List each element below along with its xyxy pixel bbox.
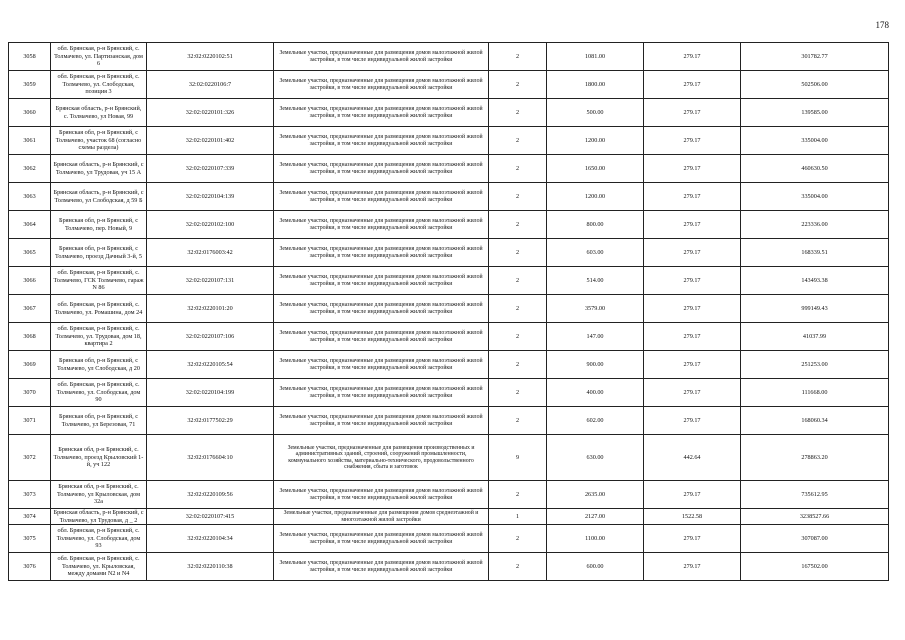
table-row [9,351,889,379]
address-cell: Брянская обл, р-н Брянский, с Толмачево, ул Слободская, д 20 [51,351,147,379]
table-row [9,127,889,155]
cadastral-value-cell: 301782.77 [741,43,889,71]
specific-value-cell: 442.64 [644,435,741,481]
row-number-cell: 3062 [9,155,51,183]
specific-value-cell: 279.17 [644,155,741,183]
area-cell: 603.00 [547,239,644,267]
group-code-cell: 2 [489,351,547,379]
area-cell: 602.00 [547,407,644,435]
address-cell: Брянская обл, р-н Брянский, с. Толмачево, ул Крыловская, дом 32а [51,481,147,509]
land-use-description-cell: Земельные участки, предназначенные для размещения домов малоэтажной жилой застройки, в том числе индивидуальной жилой застройки [274,183,489,211]
address-cell: обл. Брянская, р-н Брянский, с. Толмачево, ул. Слободская, позиция 3 [51,71,147,99]
specific-value-cell: 279.17 [644,323,741,351]
land-use-description-cell: Земельные участки, предназначенные для размещения домов малоэтажной жилой застройки, в том числе индивидуальной жилой застройки [274,267,489,295]
specific-value-cell: 279.17 [644,127,741,155]
land-use-description-cell: Земельные участки, предназначенные для размещения домов среднеэтажной и многоэтажной жилой застройки [274,509,489,525]
table-row [9,553,889,581]
address-cell: обл. Брянская, р-н Брянский, с. Толмачево, ул. Партизанская, дом 6 [51,43,147,71]
area-cell: 500.00 [547,99,644,127]
cadastral-value-cell: 278863.20 [741,435,889,481]
land-use-description-cell: Земельные участки, предназначенные для размещения домов малоэтажной жилой застройки, в том числе индивидуальной жилой застройки [274,239,489,267]
land-use-description-cell: Земельные участки, предназначенные для размещения домов малоэтажной жилой застройки, в том числе индивидуальной жилой застройки [274,71,489,99]
land-use-description-cell: Земельные участки, предназначенные для размещения домов малоэтажной жилой застройки, в том числе индивидуальной жилой застройки [274,323,489,351]
group-code-cell: 2 [489,323,547,351]
cadastral-number-cell: 32:02:0220104:199 [147,379,274,407]
address-cell: обл. Брянская, р-н Брянский, с. Толмачево, ГСК Толмачево, гараж N 86 [51,267,147,295]
group-code-cell: 9 [489,435,547,481]
area-cell: 2635.00 [547,481,644,509]
land-use-description-cell: Земельные участки, предназначенные для размещения домов малоэтажной жилой застройки, в том числе индивидуальной жилой застройки [274,43,489,71]
row-number-cell: 3068 [9,323,51,351]
land-use-description-cell: Земельные участки, предназначенные для размещения домов малоэтажной жилой застройки, в том числе индивидуальной жилой застройки [274,211,489,239]
cadastral-number-cell: 32:02:0220102:100 [147,211,274,239]
specific-value-cell: 279.17 [644,295,741,323]
cadastral-value-cell: 502506.00 [741,71,889,99]
row-number-cell: 3075 [9,525,51,553]
cadastral-value-cell: 251253.00 [741,351,889,379]
table-row [9,183,889,211]
row-number-cell: 3060 [9,99,51,127]
cadastral-value-cell: 735612.95 [741,481,889,509]
area-cell: 600.00 [547,553,644,581]
cadastral-number-cell: 32:02:0220105:54 [147,351,274,379]
specific-value-cell: 279.17 [644,239,741,267]
cadastral-number-cell: 32:02:0177502:29 [147,407,274,435]
area-cell: 800.00 [547,211,644,239]
row-number-cell: 3061 [9,127,51,155]
cadastral-number-cell: 32:02:0176003:42 [147,239,274,267]
table-row [9,267,889,295]
cadastral-value-table [8,42,889,581]
address-cell: обл. Брянская, р-н Брянский, с. Толмачево, ул. Ромашина, дом 24 [51,295,147,323]
group-code-cell: 2 [489,553,547,581]
land-use-description-cell: Земельные участки, предназначенные для размещения домов малоэтажной жилой застройки, в том числе индивидуальной жилой застройки [274,481,489,509]
group-code-cell: 2 [489,407,547,435]
specific-value-cell: 1522.58 [644,509,741,525]
specific-value-cell: 279.17 [644,481,741,509]
land-use-description-cell: Земельные участки, предназначенные для размещения домов малоэтажной жилой застройки, в том числе индивидуальной жилой застройки [274,553,489,581]
row-number-cell: 3065 [9,239,51,267]
cadastral-number-cell: 32:02:0220107:131 [147,267,274,295]
cadastral-value-cell: 143493.38 [741,267,889,295]
cadastral-number-cell: 32:02:0220107:106 [147,323,274,351]
page-number: 178 [875,20,889,30]
address-cell: обл. Брянская, р-н Брянский, с. Толмачево, ул. Слободская, дом 90 [51,379,147,407]
cadastral-value-cell: 223336.00 [741,211,889,239]
group-code-cell: 2 [489,127,547,155]
row-number-cell: 3059 [9,71,51,99]
table-row [9,379,889,407]
cadastral-value-cell: 460630.50 [741,155,889,183]
table-row [9,211,889,239]
cadastral-value-cell: 41037.99 [741,323,889,351]
cadastral-value-cell: 111668.00 [741,379,889,407]
table-row [9,71,889,99]
group-code-cell: 2 [489,155,547,183]
group-code-cell: 2 [489,525,547,553]
area-cell: 400.00 [547,379,644,407]
cadastral-number-cell: 32:02:0176604:10 [147,435,274,481]
row-number-cell: 3069 [9,351,51,379]
cadastral-number-cell: 32:02:0220102:51 [147,43,274,71]
area-cell: 1200.00 [547,127,644,155]
land-use-description-cell: Земельные участки, предназначенные для размещения домов малоэтажной жилой застройки, в том числе индивидуальной жилой застройки [274,351,489,379]
table-row [9,155,889,183]
row-number-cell: 3076 [9,553,51,581]
cadastral-value-cell: 335004.00 [741,127,889,155]
area-cell: 2127.00 [547,509,644,525]
address-cell: обл. Брянская, р-н Брянский, с. Толмачево, ул. Крыловская, между домами N2 и N4 [51,553,147,581]
cadastral-number-cell: 32:02:0220110:38 [147,553,274,581]
cadastral-number-cell: 32:02:0220101:20 [147,295,274,323]
area-cell: 514.00 [547,267,644,295]
address-cell: Брянская обл, р-н Брянский, с Толмачево, ул Березовая, 71 [51,407,147,435]
group-code-cell: 2 [489,183,547,211]
table-row [9,239,889,267]
land-use-description-cell: Земельные участки, предназначенные для размещения домов малоэтажной жилой застройки, в том числе индивидуальной жилой застройки [274,295,489,323]
table-row [9,435,889,481]
address-cell: Брянская обл, р-н Брянский, с. Толмачево, проезд Крыловский 1-й, уч 122 [51,435,147,481]
cadastral-value-cell: 168060.34 [741,407,889,435]
cadastral-number-cell: 32:02:0220104:139 [147,183,274,211]
row-number-cell: 3073 [9,481,51,509]
group-code-cell: 2 [489,99,547,127]
area-cell: 900.00 [547,351,644,379]
specific-value-cell: 279.17 [644,183,741,211]
specific-value-cell: 279.17 [644,379,741,407]
address-cell: обл. Брянская, р-н Брянский, с. Толмачево, ул. Слободская, дом 93 [51,525,147,553]
group-code-cell: 2 [489,295,547,323]
cadastral-number-cell: 32:02:0220101:326 [147,99,274,127]
area-cell: 630.00 [547,435,644,481]
specific-value-cell: 279.17 [644,267,741,295]
table-row [9,525,889,553]
group-code-cell: 2 [489,211,547,239]
land-use-description-cell: Земельные участки, предназначенные для размещения домов малоэтажной жилой застройки, в том числе индивидуальной жилой застройки [274,127,489,155]
cadastral-value-cell: 167502.00 [741,553,889,581]
group-code-cell: 2 [489,43,547,71]
row-number-cell: 3074 [9,509,51,525]
area-cell: 1800.00 [547,71,644,99]
cadastral-number-cell: 32:02:0220104:34 [147,525,274,553]
cadastral-number-cell: 32:02:0220106:7 [147,71,274,99]
address-cell: Брянская область, р-н Брянский, с Толмачево, ул Трудовая, уч 15 А [51,155,147,183]
group-code-cell: 2 [489,71,547,99]
group-code-cell: 2 [489,267,547,295]
cadastral-value-cell: 168339.51 [741,239,889,267]
address-cell: обл. Брянская, р-н Брянский, с. Толмачево, ул. Трудовая, дом 18, квартира 2 [51,323,147,351]
cadastral-value-cell: 3238527.66 [741,509,889,525]
group-code-cell: 1 [489,509,547,525]
land-use-description-cell: Земельные участки, предназначенные для размещения домов малоэтажной жилой застройки, в том числе индивидуальной жилой застройки [274,407,489,435]
specific-value-cell: 279.17 [644,99,741,127]
land-use-description-cell: Земельные участки, предназначенные для размещения производственных и административных зданий, строений, сооружений промышленности, коммунального хозяйства, материально-технического, продовольственного снабжения, сбыта и заготовок [274,435,489,481]
group-code-cell: 2 [489,239,547,267]
specific-value-cell: 279.17 [644,525,741,553]
address-cell: Брянская обл, р-н Брянский, с Толмачево, пер. Новый, 9 [51,211,147,239]
row-number-cell: 3067 [9,295,51,323]
specific-value-cell: 279.17 [644,71,741,99]
cadastral-number-cell: 32:02:0220101:402 [147,127,274,155]
specific-value-cell: 279.17 [644,43,741,71]
specific-value-cell: 279.17 [644,407,741,435]
table-row [9,323,889,351]
row-number-cell: 3070 [9,379,51,407]
land-use-description-cell: Земельные участки, предназначенные для размещения домов малоэтажной жилой застройки, в том числе индивидуальной жилой застройки [274,99,489,127]
row-number-cell: 3071 [9,407,51,435]
cadastral-number-cell: 32:02:0220107:415 [147,509,274,525]
area-cell: 1081.00 [547,43,644,71]
table-row [9,43,889,71]
address-cell: Брянская обл, р-н Брянский, с Толмачево, проезд Дачный 3-й, 5 [51,239,147,267]
area-cell: 147.00 [547,323,644,351]
area-cell: 1200.00 [547,183,644,211]
address-cell: Брянская область, р-н Брянский, с. Толмачево, ул Новая, 99 [51,99,147,127]
cadastral-value-cell: 335004.00 [741,183,889,211]
cadastral-value-cell: 307087.00 [741,525,889,553]
area-cell: 1650.00 [547,155,644,183]
row-number-cell: 3064 [9,211,51,239]
land-use-description-cell: Земельные участки, предназначенные для размещения домов малоэтажной жилой застройки, в том числе индивидуальной жилой застройки [274,155,489,183]
table-row [9,99,889,127]
specific-value-cell: 279.17 [644,211,741,239]
cadastral-value-cell: 139585.00 [741,99,889,127]
address-cell: Брянская обл, р-н Брянский, с Толмачево, участок 68 (согласно схемы раздела) [51,127,147,155]
table-row [9,481,889,509]
land-use-description-cell: Земельные участки, предназначенные для размещения домов малоэтажной жилой застройки, в том числе индивидуальной жилой застройки [274,525,489,553]
group-code-cell: 2 [489,481,547,509]
specific-value-cell: 279.17 [644,553,741,581]
row-number-cell: 3063 [9,183,51,211]
row-number-cell: 3066 [9,267,51,295]
table-row [9,295,889,323]
row-number-cell: 3072 [9,435,51,481]
area-cell: 1100.00 [547,525,644,553]
cadastral-number-cell: 32:02:0220107:339 [147,155,274,183]
cadastral-value-cell: 999149.43 [741,295,889,323]
land-use-description-cell: Земельные участки, предназначенные для размещения домов малоэтажной жилой застройки, в том числе индивидуальной жилой застройки [274,379,489,407]
row-number-cell: 3058 [9,43,51,71]
specific-value-cell: 279.17 [644,351,741,379]
table-row [9,509,889,525]
address-cell: Брянская область, р-н Брянский, с Толмачево, ул Трудовая, д _ 2 [51,509,147,525]
address-cell: Брянская область, р-н Брянский, с Толмачево, ул Слободская, д 59 Б [51,183,147,211]
cadastral-number-cell: 32:02:0220109:56 [147,481,274,509]
table-row [9,407,889,435]
group-code-cell: 2 [489,379,547,407]
area-cell: 3579.00 [547,295,644,323]
